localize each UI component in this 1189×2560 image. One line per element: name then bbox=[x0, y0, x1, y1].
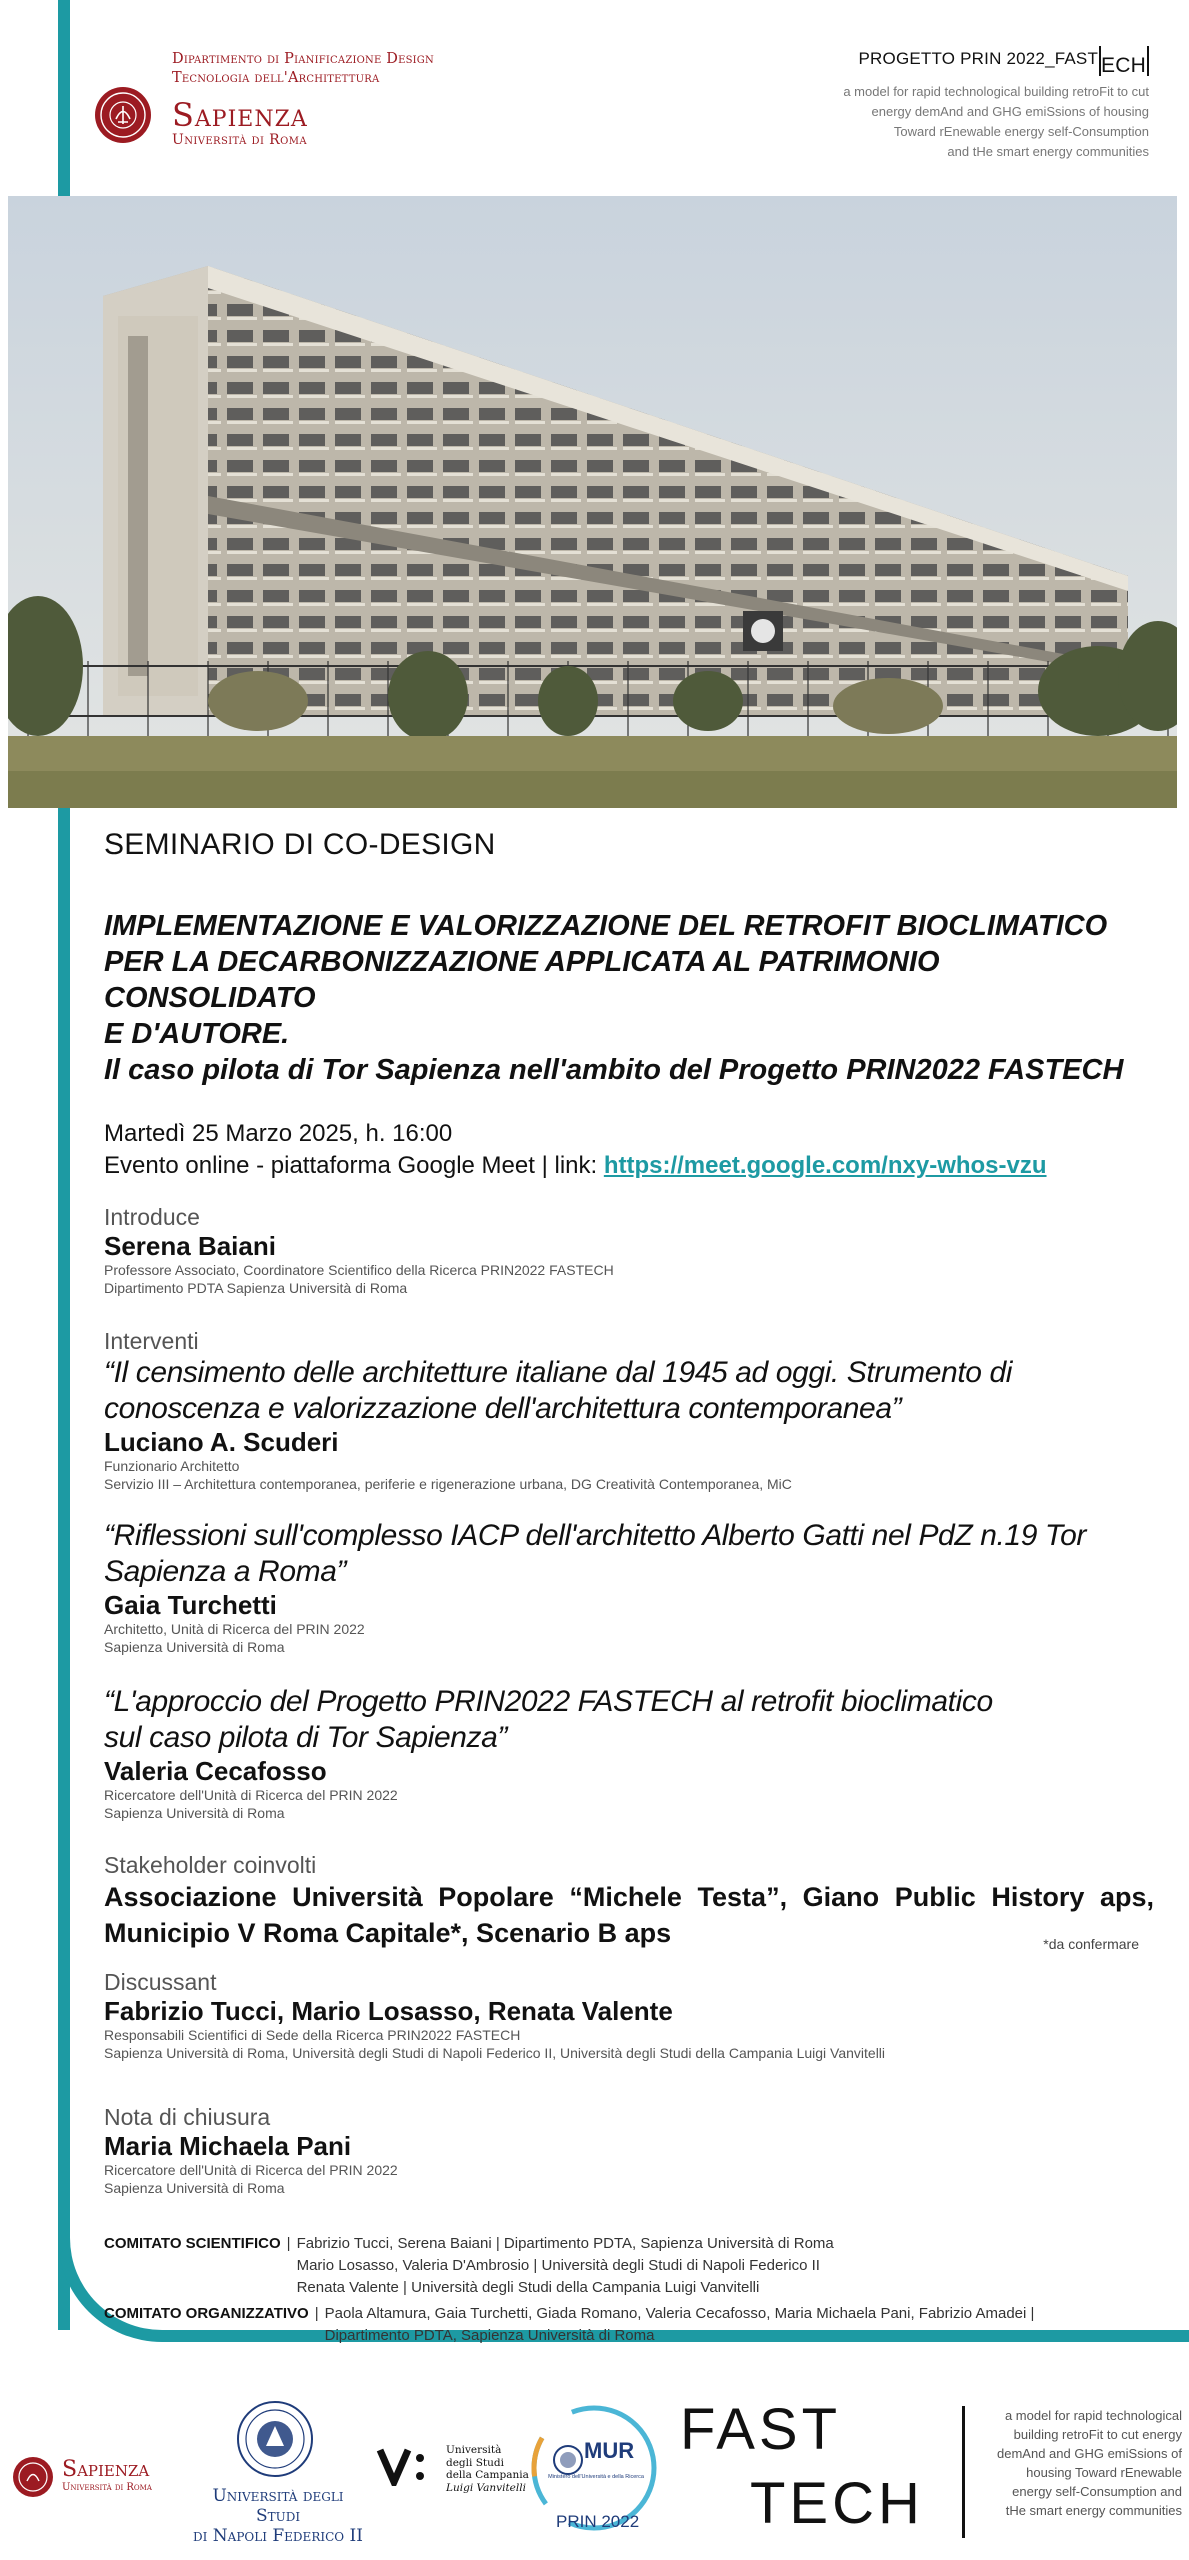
footer-logos bbox=[0, 2394, 1189, 2560]
speaker-name: Maria Michaela Pani bbox=[104, 2131, 352, 2161]
talk-3 bbox=[104, 1684, 1164, 1822]
sapienza-footer-seal-icon bbox=[12, 2456, 54, 2498]
discussant-names: Fabrizio Tucci, Mario Losasso, Renata Valente bbox=[104, 1996, 673, 2026]
prin-title bbox=[859, 46, 1149, 76]
committee-line: Dipartimento PDTA, Sapienza Università di Roma bbox=[324, 2327, 655, 2344]
university-sub: Università di Roma bbox=[172, 132, 307, 148]
department-name bbox=[172, 50, 434, 88]
vanvitelli-logo-icon bbox=[376, 2446, 436, 2486]
fastech-description bbox=[972, 2406, 1182, 2520]
department-line-1: Dipartimento di Pianificazione Design bbox=[172, 51, 434, 67]
prin-desc-line: Toward rEnewable energy self-Consumption bbox=[893, 124, 1149, 139]
vanvitelli-wordmark bbox=[446, 2444, 529, 2494]
speaker-name: Valeria Cecafosso bbox=[104, 1756, 327, 1786]
meet-link[interactable]: https://meet.google.com/nxy-whos-vzu bbox=[603, 1152, 1047, 1179]
section-label: Discussant bbox=[104, 1969, 217, 1995]
discussant-affiliation: Sapienza Università di Roma, Università degli Studi di Napoli Federico II, Università degli Studi della Campania Luigi Vanvitelli bbox=[104, 2045, 886, 2061]
fastech-fast: FAST bbox=[680, 2397, 842, 2462]
section-label: Introduce bbox=[104, 1204, 200, 1230]
prin-title-tech: ECH bbox=[1101, 54, 1146, 77]
fastech-desc-line: demAnd and GHG emiSsions of bbox=[997, 2446, 1182, 2461]
talk-title: “Il censimento delle architetture italiane dal 1945 ad oggi. Strumento di bbox=[104, 1356, 1013, 1389]
federico-line-1: Università degli Studi bbox=[212, 2486, 344, 2526]
committee-label: COMITATO SCIENTIFICO bbox=[104, 2235, 281, 2252]
prin-desc-line: a model for rapid technological building retroFit to cut bbox=[843, 84, 1149, 99]
committee-line: Renata Valente | Università degli Studi della Campania Luigi Vanvitelli bbox=[296, 2279, 760, 2296]
talk-title: conoscenza e valorizzazione dell'architettura contemporanea” bbox=[104, 1392, 902, 1425]
prin-2022-label: PRIN 2022 bbox=[556, 2512, 640, 2531]
seminar-title bbox=[104, 908, 1154, 1088]
talk-title: Sapienza a Roma” bbox=[104, 1555, 347, 1588]
talk-2 bbox=[104, 1518, 1164, 1656]
speaker-affiliation: Servizio III – Architettura contemporanea, periferie e rigenerazione urbana, DG Creatività Contemporanea, MiC bbox=[104, 1476, 792, 1492]
vanvitelli-line: della Campania bbox=[446, 2469, 529, 2481]
fastech-divider bbox=[962, 2406, 965, 2538]
sapienza-seal-icon bbox=[94, 86, 152, 144]
university-name: Sapienza bbox=[172, 96, 308, 134]
committee-separator: | bbox=[314, 2305, 319, 2322]
committee-label: COMITATO ORGANIZZATIVO bbox=[104, 2305, 309, 2322]
closing-section bbox=[104, 2103, 1164, 2197]
stakeholder-section bbox=[104, 1851, 1154, 1951]
prin-title-bar-2 bbox=[1147, 46, 1149, 76]
speaker-role: Ricercatore dell'Unità di Ricerca del PRIN 2022 bbox=[104, 1787, 398, 1803]
speaker-affiliation: Sapienza Università di Roma bbox=[104, 2180, 285, 2196]
event-date: Martedì 25 Marzo 2025, h. 16:00 bbox=[104, 1120, 453, 1147]
sapienza-wordmark bbox=[172, 98, 308, 148]
mur-subtitle: Ministero dell'Università e della Ricerca bbox=[548, 2474, 644, 2480]
header bbox=[0, 0, 1189, 196]
section-label: Interventi bbox=[104, 1328, 199, 1354]
event-online-text: Evento online - piattaforma Google Meet | link: bbox=[104, 1152, 604, 1179]
talk-title: “Riflessioni sull'complesso IACP dell'architetto Alberto Gatti nel PdZ n.19 Tor bbox=[104, 1519, 1086, 1552]
scientific-committee bbox=[104, 2233, 834, 2299]
fastech-desc-line: a model for rapid technological bbox=[1004, 2408, 1182, 2423]
section-label: Nota di chiusura bbox=[104, 2104, 271, 2130]
sapienza-footer-sub: Università di Roma bbox=[62, 2482, 152, 2493]
sapienza-footer-name: Sapienza bbox=[62, 2457, 150, 2482]
event-location bbox=[104, 1150, 1154, 1182]
building-photo bbox=[8, 196, 1177, 808]
organizing-committee bbox=[104, 2303, 1034, 2347]
introduce-section bbox=[104, 1203, 1164, 1297]
interventi-section bbox=[104, 1327, 1164, 1493]
speaker-role: Funzionario Architetto bbox=[104, 1458, 240, 1474]
title-line: IMPLEMENTAZIONE E VALORIZZAZIONE DEL RETROFIT BIOCLIMATICO bbox=[104, 910, 1108, 942]
vanvitelli-line: Luigi Vanvitelli bbox=[446, 2481, 526, 2494]
federico-line-2: di Napoli Federico II bbox=[193, 2526, 363, 2546]
talk-1 bbox=[104, 1355, 1164, 1493]
title-line: E D'AUTORE. bbox=[104, 1018, 290, 1050]
committee-line: Mario Losasso, Valeria D'Ambrosio | Università degli Studi di Napoli Federico II bbox=[296, 2257, 820, 2274]
speaker-affiliation: Sapienza Università di Roma bbox=[104, 1639, 285, 1655]
stakeholder-line: Associazione Università Popolare “Michele Testa”, Giano Public History aps, bbox=[104, 1882, 1154, 1912]
discussant-role: Responsabili Scientifici di Sede della Ricerca PRIN2022 FASTECH bbox=[104, 2027, 521, 2043]
speaker-name: Gaia Turchetti bbox=[104, 1590, 277, 1620]
confirm-note: *da confermare bbox=[1043, 1936, 1139, 1952]
federico-seal-icon bbox=[236, 2400, 314, 2478]
mur-title: MUR bbox=[584, 2438, 635, 2463]
title-line: PER LA DECARBONIZZAZIONE APPLICATA AL PATRIMONIO CONSOLIDATO bbox=[104, 946, 940, 1014]
main-content bbox=[104, 828, 1154, 1182]
talk-title: “L'approccio del Progetto PRIN2022 FASTECH al retrofit bioclimatico bbox=[104, 1685, 993, 1718]
stakeholder-line: Municipio V Roma Capitale*, Scenario B aps bbox=[104, 1918, 672, 1948]
fastech-desc-line: tHe smart energy communities bbox=[1005, 2503, 1182, 2518]
speaker-affiliation: Dipartimento PDTA Sapienza Università di Roma bbox=[104, 1280, 408, 1296]
prin-title-text: PROGETTO PRIN 2022_FAST bbox=[858, 49, 1099, 68]
committee-separator: | bbox=[286, 2235, 291, 2252]
discussant-section bbox=[104, 1968, 1164, 2062]
vanvitelli-line: degli Studi bbox=[446, 2456, 504, 2469]
speaker-role: Professore Associato, Coordinatore Scientifico della Ricerca PRIN2022 FASTECH bbox=[104, 1262, 614, 1278]
vanvitelli-line: Università bbox=[446, 2444, 502, 2456]
sapienza-footer-wordmark bbox=[62, 2458, 152, 2493]
fastech-desc-line: energy self-Consumption and bbox=[1012, 2484, 1182, 2499]
speaker-affiliation: Sapienza Università di Roma bbox=[104, 1805, 285, 1821]
speaker-name: Serena Baiani bbox=[104, 1231, 276, 1261]
federico-wordmark bbox=[188, 2486, 368, 2546]
department-line-2: Tecnologia dell'Architettura bbox=[172, 70, 380, 86]
fastech-desc-line: building retroFit to cut energy bbox=[1013, 2427, 1182, 2442]
committee-line: Paola Altamura, Gaia Turchetti, Giada Romano, Valeria Cecafosso, Maria Michaela Pani, Fabrizio Amadei | bbox=[324, 2305, 1035, 2322]
fastech-tech: TECH bbox=[750, 2471, 924, 2536]
seminar-type: SEMINARIO DI CO-DESIGN bbox=[104, 828, 496, 861]
section-label: Stakeholder coinvolti bbox=[104, 1852, 317, 1878]
fastech-desc-line: housing Toward rEnewable bbox=[1026, 2465, 1182, 2480]
speaker-name: Luciano A. Scuderi bbox=[104, 1427, 339, 1457]
talk-title: sul caso pilota di Tor Sapienza” bbox=[104, 1721, 507, 1754]
speaker-role: Architetto, Unità di Ricerca del PRIN 2022 bbox=[104, 1621, 365, 1637]
prin-desc-line: and tHe smart energy communities bbox=[947, 144, 1149, 159]
committee-line: Fabrizio Tucci, Serena Baiani | Dipartimento PDTA, Sapienza Università di Roma bbox=[296, 2235, 834, 2252]
title-line: Il caso pilota di Tor Sapienza nell'ambito del Progetto PRIN2022 FASTECH bbox=[104, 1054, 1124, 1086]
speaker-role: Ricercatore dell'Unità di Ricerca del PRIN 2022 bbox=[104, 2162, 398, 2178]
prin-desc-line: energy demAnd and GHG emiSsions of housing bbox=[871, 104, 1149, 119]
prin-description bbox=[749, 82, 1149, 162]
